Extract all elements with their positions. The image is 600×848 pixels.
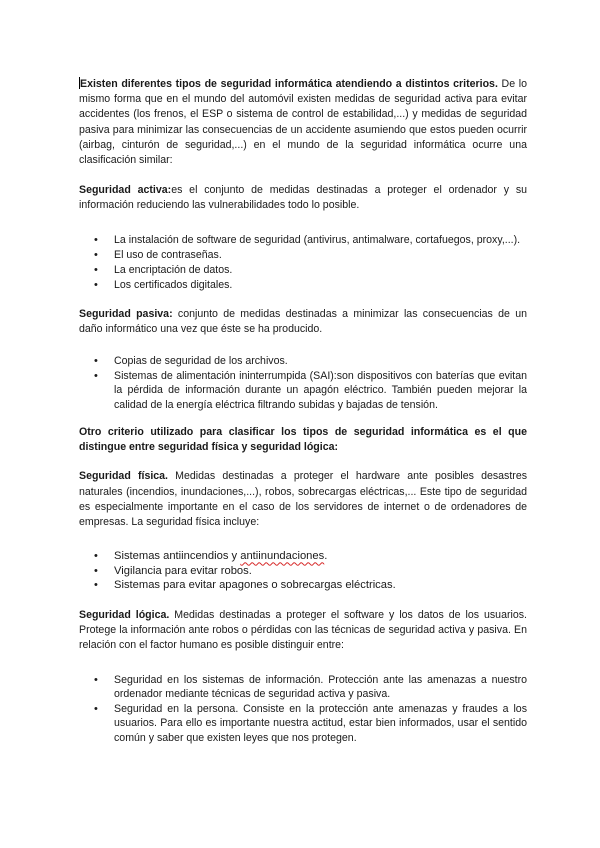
- list-item: • Sistemas de alimentación ininterrumpida (SAI):son dispositivos con baterías que evitan la pérdida de información durante un apagón eléctrico. También pueden mejorar la calidad de la energía eléctrica filtrando subidas y bajadas de tensión.: [79, 369, 527, 413]
- intro-text: De lo mismo forma que en el mundo del automóvil existen medidas de seguridad activa para evitar accidentes (los frenos, el ESP o sistema de control de estabilidad,...) y medidas de seguridad pasiva para minimizar las consecuencias de un accidente asumiendo que estos pueden ocurrir (airbag, cinturón de seguridad,...) en el mundo de la seguridad informática ocurre una clasificación similar:: [79, 78, 527, 167]
- logica-list: [79, 673, 527, 746]
- fisica-text: Medidas destinadas a proteger el hardware ante posibles desastres naturales (incendios, inundaciones,...), robos, sobrecargas eléctricas,... Este tipo de seguridad es especialmente importante en el caso de los servidores de internet o de ordenadores de empresas. La seguridad física incluye:: [79, 470, 528, 529]
- list-item: • La instalación de software de seguridad (antivirus, antimalware, cortafuegos, proxy,...).: [79, 233, 527, 248]
- pasiva-heading: Seguridad pasiva:: [79, 307, 173, 320]
- list-item: • Copias de seguridad de los archivos.: [79, 354, 527, 369]
- intro-paragraph: [79, 77, 527, 168]
- activa-heading: Seguridad activa:: [79, 184, 172, 197]
- fisica-list: [79, 549, 527, 593]
- list-item: • Vigilancia para evitar robos.: [79, 564, 527, 579]
- list-item-text: .: [324, 550, 328, 563]
- list-item: • Sistemas para evitar apagones o sobrecargas eléctricas.: [79, 578, 527, 593]
- intro-heading: Existen diferentes tipos de seguridad informática atendiendo a distintos criterios.: [80, 78, 498, 90]
- list-item: • La encriptación de datos.: [79, 263, 527, 278]
- logica-paragraph: [79, 608, 527, 654]
- list-item: • Seguridad en los sistemas de información. Protección ante las amenazas a nuestro ordenador mediante técnicas de seguridad activa y pasiva.: [79, 673, 527, 702]
- pasiva-text: conjunto de medidas destinadas a minimizar las consecuencias de un daño informático una vez que éste se ha producido.: [79, 307, 527, 335]
- list-item: • Seguridad en la persona. Consiste en la protección ante amenazas y fraudes a los usuarios. Para ello es importante nuestra actitud, estar bien informados, usar el sentido común y saber que existen leyes que nos protegen.: [79, 702, 527, 746]
- list-item: • El uso de contraseñas.: [79, 248, 527, 263]
- otro-criterio-paragraph: Otro criterio utilizado para clasificar los tipos de seguridad informática es el que distingue entre seguridad física y seguridad lógica:: [79, 426, 527, 454]
- list-item: • Los certificados digitales.: [79, 278, 527, 293]
- activa-paragraph: [79, 183, 527, 213]
- activa-text: es el conjunto de medidas destinadas a proteger el ordenador y su información reduciendo las vulnerabilidades todo lo posible.: [79, 184, 528, 212]
- pasiva-list: [79, 354, 527, 412]
- fisica-heading: Seguridad física.: [79, 470, 169, 483]
- fisica-paragraph: [79, 469, 527, 530]
- spelling-error-word[interactable]: antiinundaciones: [240, 550, 325, 563]
- activa-list: [79, 233, 527, 293]
- list-item-text: Sistemas antiincendios y: [114, 550, 241, 563]
- pasiva-paragraph: [79, 307, 527, 337]
- list-item: [79, 549, 527, 564]
- logica-heading: Seguridad lógica.: [79, 609, 170, 622]
- logica-text: Medidas destinadas a proteger el software y los datos de los usuarios. Protege la información ante robos o pérdidas con las técnicas de seguridad activa y pasiva. En relación con el factor humano es posible distinguir entre:: [79, 609, 527, 652]
